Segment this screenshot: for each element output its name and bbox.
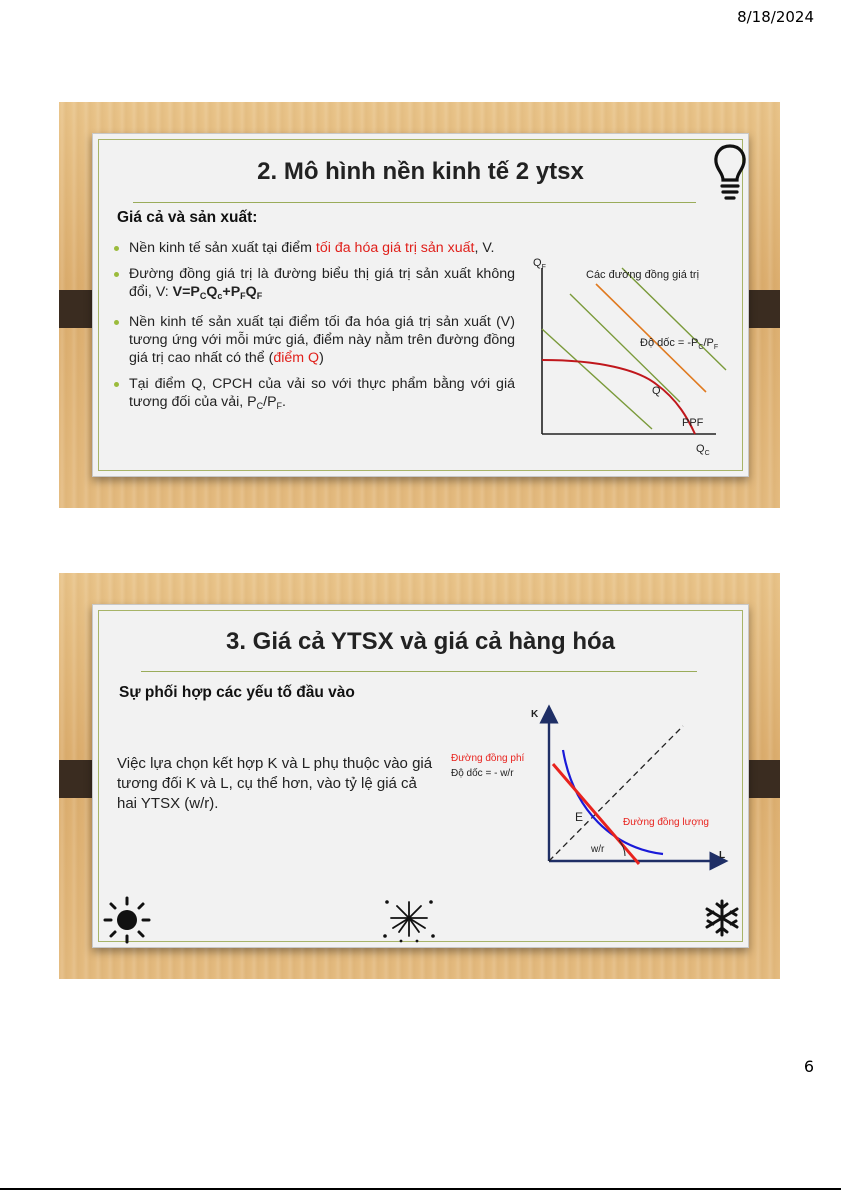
fireworks-icon xyxy=(381,896,437,944)
iso-value-line xyxy=(542,329,652,429)
point-e-label: E xyxy=(575,810,584,824)
slide-tab-right xyxy=(746,290,780,328)
bullet-item: Đường đồng giá trị là đường biểu thị giá trị sản xuất không đổi, V: $V=P_CQ_c+P_FQ_F$ xyxy=(114,265,515,305)
page-number: 6 xyxy=(803,1057,814,1076)
formula: $V=P_CQ_c+P_FQ_F$ xyxy=(172,284,263,301)
snowflake-icon xyxy=(704,898,740,938)
isoquant-label: Đường đồng lượng xyxy=(623,817,709,828)
isocost-label: Đường đồng phí xyxy=(451,753,525,764)
ppf-curve xyxy=(542,360,695,434)
x-axis-label: $Q_C$ xyxy=(696,443,710,457)
l-axis-label: L xyxy=(719,850,726,861)
expansion-path xyxy=(549,726,683,861)
isoquant-curve xyxy=(563,750,663,854)
page-bottom-rule xyxy=(0,1188,841,1190)
isoquant-diagram xyxy=(443,700,733,890)
body-text: Việc lựa chọn kết hợp K và L phụ thuộc vào giá tương đối K và L, cụ thể hơn, vào tỷ lệ giá cả hai YTSX (w/r). xyxy=(117,755,433,812)
slide-tab-left xyxy=(59,290,93,328)
title-divider xyxy=(133,202,696,203)
bullet-item: Nền kinh tế sản xuất tại điểm tối đa hóa giá trị sản xuất (V) tương ứng với mỗi mức giá, điểm này nằm trên đường đồng giá trị cao nhất có thể (điểm Q) xyxy=(114,313,515,367)
slope-label: Độ dốc = - w/r xyxy=(451,768,514,779)
slide-subheading: Giá cả và sản xuất: xyxy=(117,209,258,226)
slide-1-panel xyxy=(92,133,749,477)
lightbulb-icon xyxy=(713,142,747,204)
angle-label: w/r xyxy=(591,844,605,855)
point-q-label: Q xyxy=(652,385,661,397)
highlight-text: điểm Q xyxy=(273,350,320,366)
page-date: 8/18/2024 xyxy=(737,8,814,26)
slide-subheading: Sự phối hợp các yếu tố đầu vào xyxy=(119,684,355,701)
bullet-list xyxy=(114,239,515,423)
k-axis-label: K xyxy=(531,709,539,720)
iso-value-label: Các đường đồng giá trị xyxy=(586,269,700,281)
bullet-item: Nền kinh tế sản xuất tại điểm tối đa hóa giá trị sản xuất, V. xyxy=(114,239,515,257)
sun-icon xyxy=(102,895,152,945)
y-axis-label: $Q_F$ xyxy=(533,257,546,271)
slide-tab-right xyxy=(746,760,780,798)
slide-1 xyxy=(59,102,780,508)
title-divider xyxy=(141,671,697,672)
bullet-item: Tại điểm Q, CPCH của vải so với thực phẩm bằng với giá tương đối của vải, $P_C/P_F$. xyxy=(114,375,515,415)
ppf-diagram xyxy=(530,254,730,474)
iso-value-line xyxy=(622,268,726,370)
ppf-label: PPF xyxy=(682,417,704,429)
slide-2 xyxy=(59,573,780,979)
slope-label: Độ dốc = $-P_C/P_F$ xyxy=(640,337,719,351)
slide-tab-left xyxy=(59,760,93,798)
slide-title: 3. Giá cả YTSX và giá cả hàng hóa xyxy=(225,628,616,655)
highlight-text: tối đa hóa giá trị sản xuất xyxy=(315,240,475,256)
slide-2-panel xyxy=(92,604,749,948)
slide-title: 2. Mô hình nền kinh tế 2 ytsx xyxy=(257,158,584,185)
